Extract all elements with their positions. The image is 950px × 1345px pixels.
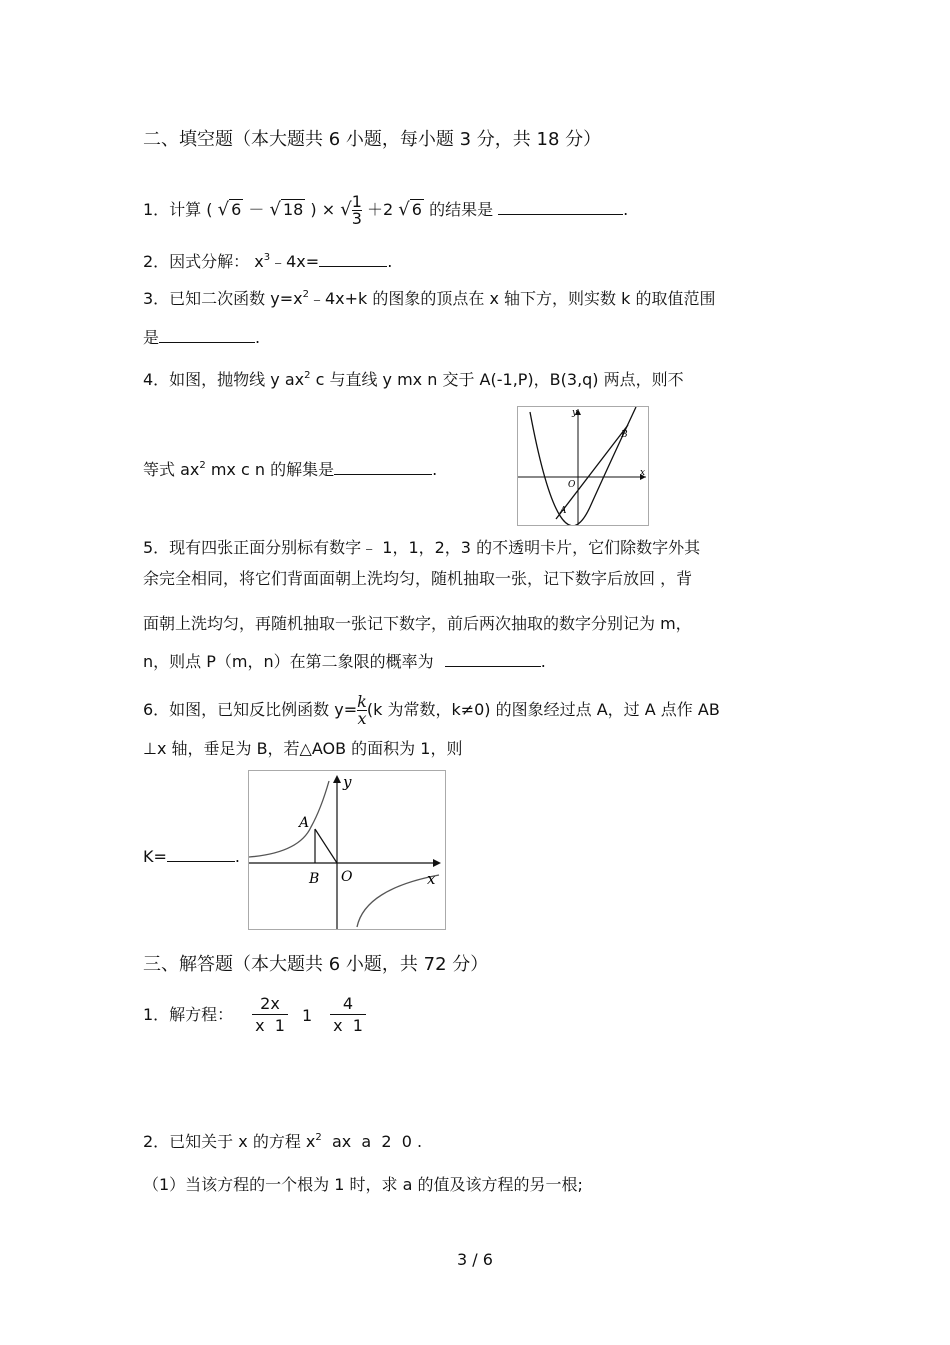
hyperbola-branch-left — [249, 781, 329, 857]
q1-radicand-1: 6 — [231, 200, 242, 219]
answer-blank[interactable] — [319, 251, 387, 267]
straight-line — [556, 425, 628, 519]
question-1: 1．计算 ( √ 6 － √ 18 ) × √ $\frac{1}{3}$ ＋2 √ 6 的结果是 . — [143, 192, 629, 228]
answer-blank[interactable] — [334, 459, 432, 475]
x-axis-label: x — [640, 468, 646, 478]
point-a-label: A — [560, 506, 567, 516]
page-number: 3 / 6 — [457, 1250, 493, 1269]
question-3-line-2: 是 . — [143, 328, 261, 347]
question-5-line-1: 5．现有四张正面分别标有数字﹣ 1，1，2，3 的不透明卡片，它们除数字外其 — [143, 538, 701, 557]
section-title-fill-in: 二、填空题（本大题共 6 小题，每小题 3 分，共 18 分） — [143, 129, 602, 150]
x-axis-arrow — [433, 859, 441, 867]
origin-label: O — [568, 480, 576, 490]
unused — [548, 417, 630, 512]
sqrt-symbol: √ — [269, 199, 281, 220]
problem-2: 2．已知关于 x 的方程 $x^2$ ax a 2 0 . — [143, 1132, 423, 1151]
question-6-line-3: K= . — [143, 847, 240, 866]
problem-1-fraction-2: 4 x 1 — [330, 994, 366, 1037]
origin-label: O — [341, 869, 353, 885]
question-5-line-4: n，则点 P（m，n）在第二象限的概率为 . — [143, 652, 546, 671]
q1-post: 的结果是 — [429, 200, 494, 219]
graph-parabola-line — [518, 407, 648, 525]
point-a-label: A — [299, 815, 310, 831]
figure-parabola-line — [517, 406, 649, 526]
problem-2-part-1: （1）当该方程的一个根为 1 时，求 a 的值及该方程的另一根; — [143, 1175, 583, 1194]
question-6-line-2: ⊥x 轴，垂足为 B，若△AOB 的面积为 1，则 — [143, 739, 463, 758]
question-5-line-2: 余完全相同，将它们背面面朝上洗均匀，随机抽取一张，记下数字后放回 ，背 — [143, 569, 693, 588]
problem-1-fraction-1: 2x x 1 — [252, 994, 288, 1037]
answer-blank[interactable] — [445, 651, 541, 667]
sqrt-symbol: √ — [398, 199, 410, 220]
q1-radicand-3: 6 — [411, 200, 422, 219]
y-axis-arrow — [333, 775, 341, 783]
question-6-line-1: 6．如图，已知反比例函数 y= $\frac{k}{x}$ (k 为常数，k≠0) 的图象经过点 A，过 A 点作 AB — [143, 692, 720, 728]
q6-fraction: $\frac{k}{x}$ — [357, 692, 367, 728]
section-title-solve: 三、解答题（本大题共 6 小题，共 72 分） — [143, 954, 489, 975]
x-axis-label: x — [427, 870, 436, 888]
graph-inverse-function — [249, 771, 445, 929]
q1-radicand-2: 18 — [282, 200, 304, 219]
question-5-line-3: 面朝上洗均匀，再随机抽取一张记下数字，前后两次抽取的数字分别记为 m， — [143, 614, 692, 633]
q1-minus: － — [248, 200, 265, 219]
q1-times: ) × — [310, 200, 336, 219]
figure-inverse-function — [248, 770, 446, 930]
sqrt-symbol: √ — [217, 199, 230, 220]
y-axis-label: y — [343, 773, 352, 791]
answer-blank[interactable] — [159, 327, 255, 343]
answer-blank[interactable] — [167, 846, 235, 862]
answer-blank[interactable] — [498, 199, 623, 215]
sqrt-symbol: √ — [340, 199, 352, 220]
q1-prefix: 1．计算 ( — [143, 200, 213, 219]
question-4-line-2: 等式 $ax^2$ mx c n 的解集是 . — [143, 460, 438, 479]
point-b-label: B — [309, 871, 320, 887]
problem-1-middle: 1 — [302, 1006, 313, 1025]
parabola-curve — [530, 407, 636, 525]
question-2: 2．因式分解： $x^3﹣4x=$ . — [143, 252, 393, 271]
segment-ao — [315, 829, 337, 863]
q1-plus: ＋2 — [367, 200, 394, 219]
problem-1: 1．解方程： — [143, 1005, 234, 1024]
point-b-label: B — [621, 430, 628, 440]
q1-fraction: $\frac{1}{3}$ — [351, 192, 362, 228]
question-3-line-1: 3．已知二次函数 $y=x^2﹣4x+k$ 的图象的顶点在 x 轴下方，则实数 k 的取值范围 — [143, 289, 716, 308]
question-4-line-1: 4．如图，抛物线 y $ax^2$ c 与直线 y mx n 交于 A(-1,P)，B(3,q) 两点，则不 — [143, 370, 684, 389]
y-axis-label: y — [572, 408, 578, 418]
